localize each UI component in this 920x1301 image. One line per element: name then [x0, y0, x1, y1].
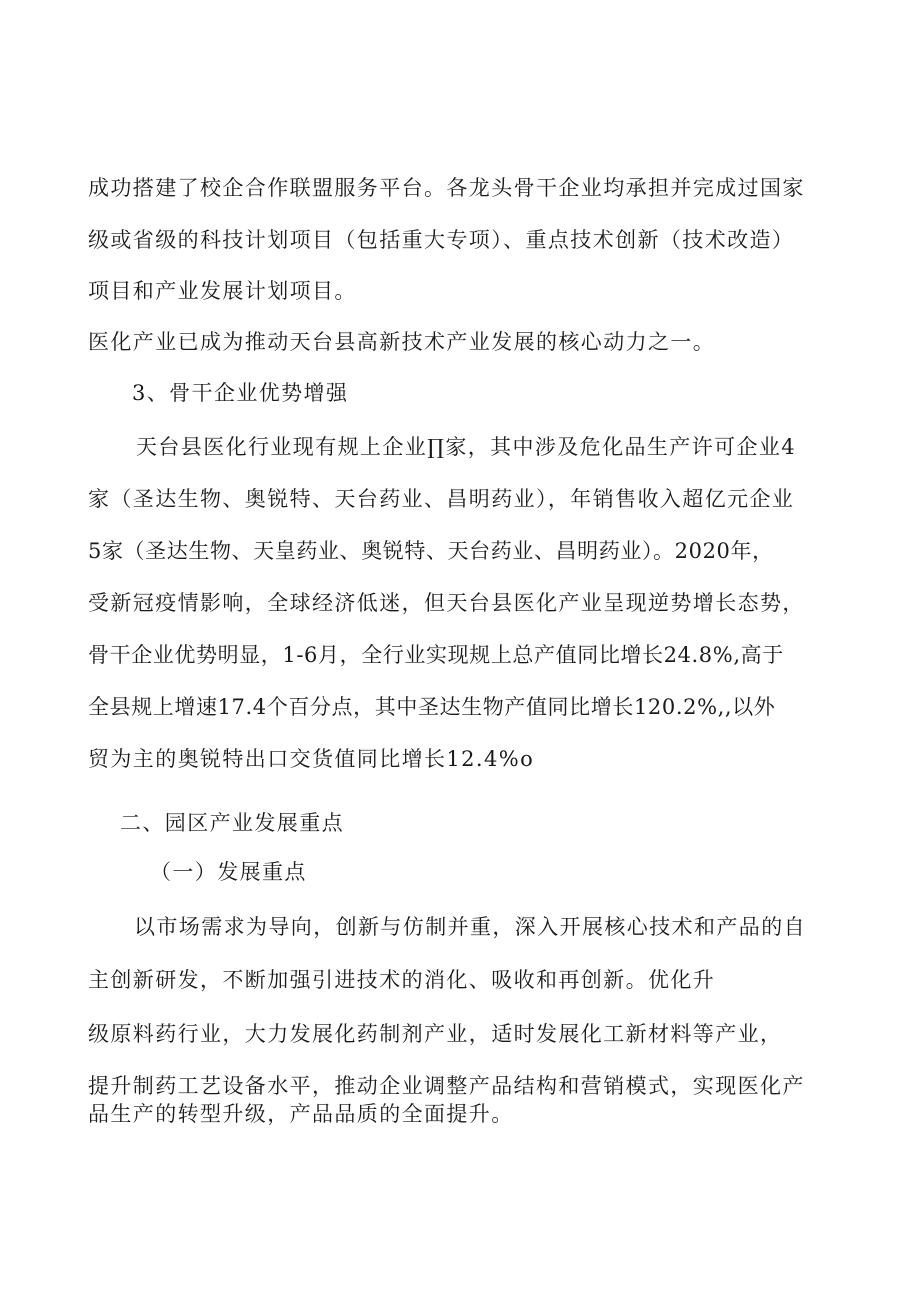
paragraph-line: 受新冠疫情影响，全球经济低迷，但天台县医化产业呈现逆势增长态势， — [88, 591, 805, 615]
paragraph-line: 贸为主的奥锐特出口交货值同比增长12.4%o — [88, 747, 535, 771]
section-heading-3: 3、骨干企业优势增强 — [132, 381, 349, 405]
paragraph-line: 5家（圣达生物、天皇药业、奥锐特、天台药业、昌明药业）。2020年， — [88, 539, 774, 563]
paragraph-line: 医化产业已成为推动天台县高新技术产业发展的核心动力之一。 — [88, 330, 716, 354]
paragraph-line: 级原料药行业，大力发展化药制剂产业，适时发展化工新材料等产业， — [88, 1022, 783, 1046]
paragraph-line: 天台县医化行业现有规上企业∏家，其中涉及危化品生产许可企业4 — [136, 435, 797, 459]
paragraph-line: 品生产的转型升级，产品品质的全面提升。 — [88, 1102, 514, 1126]
paragraph-line: 全县规上增速17.4个百分点，其中圣达生物产值同比增长120.2%,,以外 — [88, 695, 776, 719]
paragraph-line: 以市场需求为导向，创新与仿制并重，深入开展核心技术和产品的自 — [134, 915, 806, 939]
paragraph-line: 家（圣达生物、奥锐特、天台药业、昌明药业），年销售收入超亿元企业 — [88, 487, 795, 511]
paragraph-line: 提升制药工艺设备水平，推动企业调整产品结构和营销模式，实现医化产 — [88, 1074, 805, 1098]
paragraph-line: 级或省级的科技计划项目（包括重大专项）、重点技术创新（技术改造） — [88, 228, 795, 252]
paragraph-line: 主创新研发，不断加强引进技术的消化、吸收和再创新。优化升 — [88, 968, 716, 992]
paragraph-line: 骨干企业优势明显，1-6月，全行业实现规上总产值同比增长24.8%,高于 — [88, 643, 784, 667]
paragraph-line: 成功搭建了校企合作联盟服务平台。各龙头骨干企业均承担并完成过国家 — [88, 176, 805, 200]
subsection-heading: （一）发展重点 — [150, 860, 307, 884]
section-heading-2: 二、园区产业发展重点 — [120, 811, 344, 835]
paragraph-line: 项目和产业发展计划项目。 — [88, 279, 357, 303]
